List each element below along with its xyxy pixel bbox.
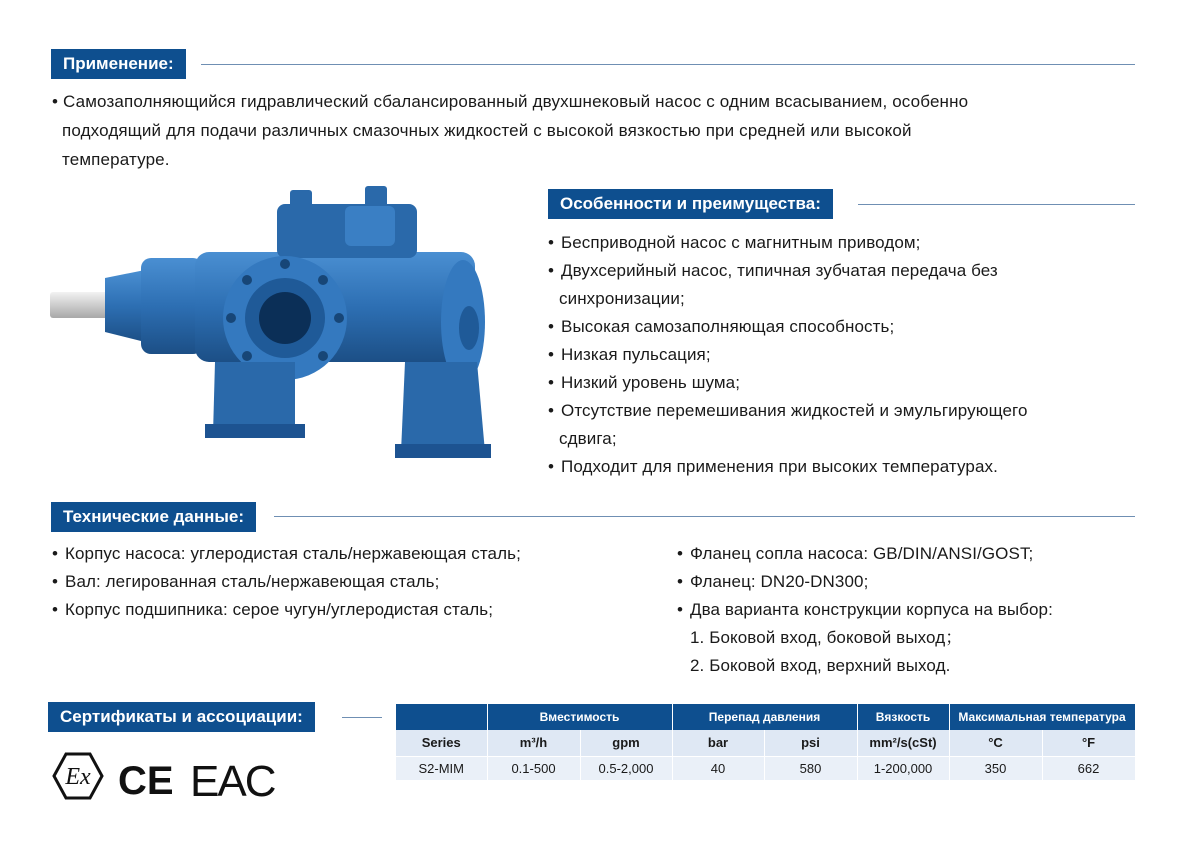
table-cell: 1-200,000: [857, 756, 949, 780]
feature-item: • Отсутствие перемешивания жидкостей и эмульгирующего: [548, 397, 1148, 425]
table-unit: gpm: [580, 730, 672, 756]
table-cell: 350: [949, 756, 1042, 780]
technical-list-left: [52, 540, 672, 624]
technical-item: • Фланец: DN20-DN300;: [677, 568, 1147, 596]
feature-item: • Низкая пульсация;: [548, 341, 1148, 369]
technical-item: • Корпус подшипника: серое чугун/углеродистая сталь;: [52, 596, 672, 624]
technical-item: • Два варианта конструкции корпуса на выбор:: [677, 596, 1147, 624]
eac-mark-icon: EAC: [190, 757, 275, 806]
feature-item: • Высокая самозаполняющая способность;: [548, 313, 1148, 341]
features-heading: Особенности и преимущества:: [548, 189, 833, 219]
table-header-max-temperature: Максимальная температура: [949, 704, 1135, 730]
feature-item: • Низкий уровень шума;: [548, 369, 1148, 397]
technical-sub-item: 1. Боковой вход, боковой выход；: [690, 628, 963, 647]
table-row: [396, 756, 1135, 780]
feature-item: • Бесприводной насос с магнитным приводом;: [548, 229, 1148, 257]
table-unit: Series: [396, 730, 487, 756]
features-divider: [858, 204, 1135, 205]
technical-heading: Технические данные:: [51, 502, 256, 532]
application-line-3: температуре.: [62, 150, 170, 169]
ex-mark-icon: [54, 754, 102, 798]
table-cell: 0.5-2,000: [580, 756, 672, 780]
feature-item-continuation: сдвига;: [559, 429, 617, 448]
table-unit: mm²/s(cSt): [857, 730, 949, 756]
application-text: [52, 87, 1142, 174]
technical-sub-list: [690, 624, 1140, 680]
pump-image: [45, 180, 505, 480]
technical-list-right: [677, 540, 1147, 624]
ex-mark-label: Ex: [65, 764, 91, 790]
feature-item: • Двухсерийный насос, типичная зубчатая передача без: [548, 257, 1148, 285]
application-heading: Применение:: [51, 49, 186, 79]
table-unit: °C: [949, 730, 1042, 756]
feature-item: • Подходит для применения при высоких температурах.: [548, 453, 1148, 481]
table-cell: 0.1-500: [487, 756, 580, 780]
application-divider: [201, 64, 1135, 65]
table-unit: bar: [672, 730, 764, 756]
table-header-viscosity: Вязкость: [857, 704, 949, 730]
technical-item: • Вал: легированная сталь/нержавеющая сталь;: [52, 568, 672, 596]
technical-divider: [274, 516, 1135, 517]
table-cell: 580: [764, 756, 857, 780]
features-list: [548, 229, 1148, 481]
table-unit: m³/h: [487, 730, 580, 756]
certificates-heading: Сертификаты и ассоциации:: [48, 702, 315, 732]
application-line-1: • Самозаполняющийся гидравлический сбалансированный двухшнековый насос с одним всасыванием, особенно: [52, 92, 969, 111]
certification-marks: [50, 748, 275, 806]
spec-table: [396, 704, 1136, 780]
table-cell: S2-MIM: [396, 756, 487, 780]
certificates-divider: [342, 717, 382, 718]
table-header-capacity: Вместимость: [487, 704, 672, 730]
application-line-2: подходящий для подачи различных смазочных жидкостей с высокой вязкостью при средней или высокой: [62, 121, 912, 140]
technical-item: • Корпус насоса: углеродистая сталь/нержавеющая сталь;: [52, 540, 672, 568]
technical-item: • Фланец сопла насоса: GB/DIN/ANSI/GOST;: [677, 540, 1147, 568]
table-cell: 662: [1042, 756, 1135, 780]
technical-sub-item: 2. Боковой вход, верхний выход.: [690, 656, 951, 675]
table-unit: °F: [1042, 730, 1135, 756]
ce-mark-icon: CE: [118, 759, 174, 803]
feature-item-continuation: синхронизации;: [559, 289, 685, 308]
table-header-pressure: Перепад давления: [672, 704, 857, 730]
table-header-series: [396, 704, 487, 730]
table-cell: 40: [672, 756, 764, 780]
table-unit: psi: [764, 730, 857, 756]
